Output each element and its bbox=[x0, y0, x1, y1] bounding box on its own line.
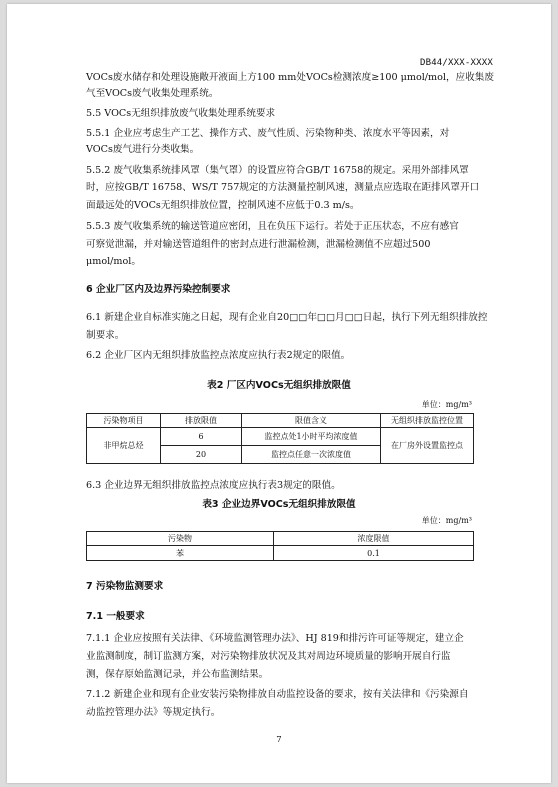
table-3 bbox=[86, 531, 474, 561]
paragraph-line: 6.3 企业边界无组织排放监控点浓度应执行表3规定的限值。 bbox=[86, 480, 341, 491]
paragraph-line: VOCs废水储存和处理设施敞开液面上方100 mm处VOCs检测浓度≥100 μmol/mol，应收集废 bbox=[86, 72, 494, 83]
table-3-unit: 单位：mg/m³ bbox=[421, 516, 472, 525]
paragraph-line: VOCs废气进行分类收集。 bbox=[86, 144, 200, 155]
table-2-unit: 单位：mg/m³ bbox=[421, 400, 472, 409]
paragraph-line: 5.5.1 企业应考虑生产工艺、操作方式、废气性质、污染物种类、浓度水平等因素，对 bbox=[86, 128, 450, 139]
paragraph-line: 5.5.3 废气收集系统的输送管道应密闭，且在负压下运行。若处于正压状态，不应有感官 bbox=[86, 221, 459, 232]
paragraph-line: 6.1 新建企业自标准实施之日起，现有企业自20□□年□□月□□日起，执行下列无组织排放控 bbox=[86, 312, 488, 323]
table-row bbox=[87, 546, 474, 561]
section-heading-5-5: 5.5 VOCs无组织排放废气收集处理系统要求 bbox=[86, 108, 276, 119]
paragraph-line: 制要求。 bbox=[86, 330, 125, 341]
section-heading-6: 6 企业厂区内及边界污染控制要求 bbox=[86, 284, 231, 295]
location-cell: 在厂房外设置监控点 bbox=[381, 428, 474, 464]
limit-cell: 6 bbox=[161, 428, 242, 446]
paragraph-line: 6.2 企业厂区内无组织排放监控点浓度应执行表2规定的限值。 bbox=[86, 350, 351, 361]
table-row bbox=[87, 428, 474, 446]
paragraph-line: 测，保存原始监测记录，并公布监测结果。 bbox=[86, 669, 269, 680]
table-header-cell: 无组织排放监控位置 bbox=[381, 414, 474, 428]
document-page bbox=[7, 4, 551, 783]
table-2 bbox=[86, 413, 474, 464]
table-header-row bbox=[87, 532, 474, 546]
paragraph-line: 面最远处的VOCs无组织排放位置，控制风速不应低于0.3 m/s。 bbox=[86, 200, 360, 211]
limit-cell: 0.1 bbox=[274, 546, 474, 561]
meaning-cell: 监控点处1小时平均浓度值 bbox=[242, 428, 381, 446]
meaning-cell: 监控点任意一次浓度值 bbox=[242, 446, 381, 464]
paragraph-line: 5.5.2 废气收集系统排风罩（集气罩）的设置应符合GB/T 16758的规定。采用外部排风罩 bbox=[86, 165, 469, 176]
paragraph-line: 气至VOCs废气收集处理系统。 bbox=[86, 88, 219, 99]
document-code: DB44/XXX-XXXX bbox=[419, 58, 493, 68]
paragraph-line: 可察觉泄漏，并对输送管道组件的密封点进行泄漏检测，泄漏检测值不应超过500 bbox=[86, 239, 431, 250]
paragraph-line: 时，应按GB/T 16758、WS/T 757规定的方法测量控制风速，测量点应选取在距排风罩开口 bbox=[86, 182, 480, 193]
table-header-cell: 浓度限值 bbox=[274, 532, 474, 546]
table-header-cell: 排放限值 bbox=[161, 414, 242, 428]
pollutant-cell: 非甲烷总烃 bbox=[87, 428, 161, 464]
pollutant-cell: 苯 bbox=[87, 546, 274, 561]
paragraph-line: 7.1.2 新建企业和现有企业安装污染物排放自动监控设备的要求，按有关法律和《污染源自 bbox=[86, 689, 469, 700]
section-heading-7-1: 7.1 一般要求 bbox=[86, 611, 145, 622]
table-header-cell: 污染物项目 bbox=[87, 414, 161, 428]
table-header-cell: 污染物 bbox=[87, 532, 274, 546]
table-header-cell: 限值含义 bbox=[242, 414, 381, 428]
table-3-caption: 表3 企业边界VOCs无组织排放限值 bbox=[202, 499, 356, 510]
page-number: 7 bbox=[276, 735, 282, 745]
paragraph-line: μmol/mol。 bbox=[86, 256, 141, 267]
section-heading-7: 7 污染物监测要求 bbox=[86, 581, 164, 592]
limit-cell: 20 bbox=[161, 446, 242, 464]
paragraph-line: 业监测制度，制订监测方案，对污染物排放状况及其对周边环境质量的影响开展自行监 bbox=[86, 651, 451, 662]
paragraph-line: 动监控管理办法》等规定执行。 bbox=[86, 707, 221, 718]
table-header-row bbox=[87, 414, 474, 428]
paragraph-line: 7.1.1 企业应按照有关法律、《环境监测管理办法》、HJ 819和排污许可证等规定，建立企 bbox=[86, 633, 464, 644]
table-2-caption: 表2 厂区内VOCs无组织排放限值 bbox=[207, 380, 351, 391]
